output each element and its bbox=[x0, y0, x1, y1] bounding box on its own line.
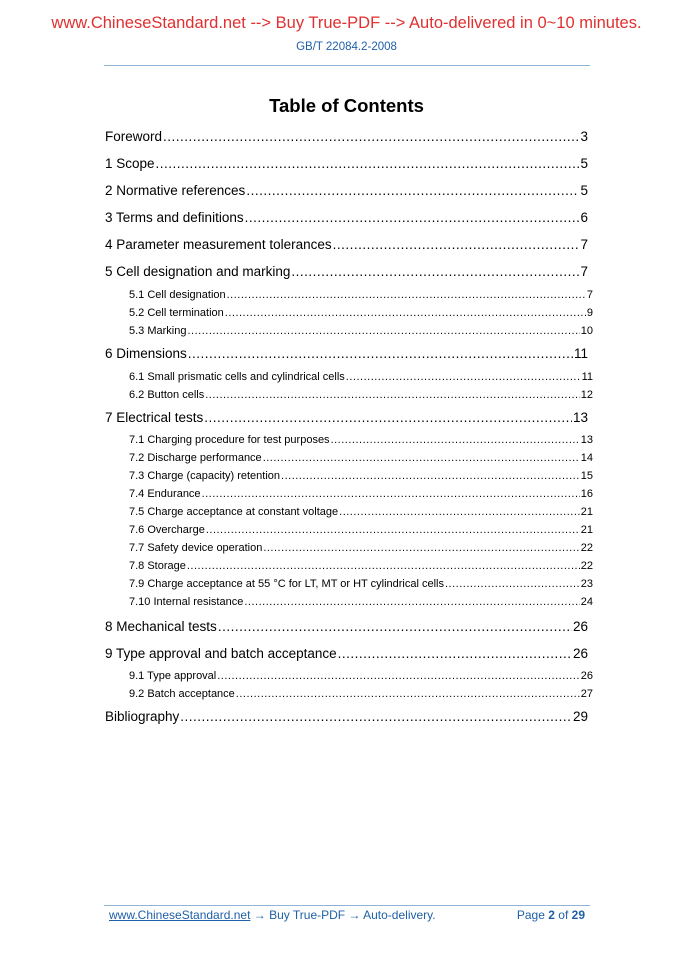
toc-entry-label: 7.1 Charging procedure for test purposes bbox=[129, 434, 330, 446]
toc-entry-type-approval-batch[interactable] bbox=[105, 646, 588, 661]
toc-dot-leader bbox=[244, 596, 579, 608]
toc-entry-page: 29 bbox=[572, 709, 588, 724]
toc-dot-leader bbox=[204, 410, 572, 425]
toc-entry-parameter-tolerances[interactable] bbox=[105, 237, 588, 252]
toc-dot-leader bbox=[202, 488, 580, 500]
toc-entry-label: 6 Dimensions bbox=[105, 346, 187, 361]
toc-entry-page: 21 bbox=[580, 524, 593, 536]
toc-entry-page: 23 bbox=[580, 578, 593, 590]
page-total: 29 bbox=[571, 908, 585, 922]
toc-entry-label: Foreword bbox=[105, 129, 163, 144]
toc-entry-page: 6 bbox=[580, 210, 588, 225]
toc-entry-page: 11 bbox=[581, 371, 593, 383]
toc-entry-label: 1 Scope bbox=[105, 156, 155, 171]
toc-entry-page: 11 bbox=[573, 346, 588, 361]
toc-entry-label: 5.2 Cell termination bbox=[129, 307, 224, 319]
toc-entry-9-1[interactable] bbox=[129, 670, 593, 682]
toc-entry-label: 7.10 Internal resistance bbox=[129, 596, 244, 608]
toc-dot-leader bbox=[333, 237, 580, 252]
toc-entry-page: 27 bbox=[580, 688, 593, 700]
toc-dot-leader bbox=[291, 264, 579, 279]
top-promo-banner[interactable]: www.ChineseStandard.net --> Buy True-PDF --> Auto-delivered in 0~10 minutes. bbox=[51, 14, 642, 32]
toc-entry-5-2[interactable] bbox=[129, 307, 593, 319]
toc-entry-page: 14 bbox=[580, 452, 593, 464]
toc-dot-leader bbox=[245, 210, 580, 225]
toc-dot-leader bbox=[339, 506, 580, 518]
toc-dot-leader bbox=[187, 560, 580, 572]
toc-entry-page: 7 bbox=[580, 264, 588, 279]
toc-entry-page: 21 bbox=[580, 506, 593, 518]
footer-promo: → Buy True-PDF → Auto-delivery. bbox=[253, 908, 436, 922]
page-footer bbox=[109, 908, 589, 922]
toc-entry-7-9[interactable] bbox=[129, 578, 593, 590]
toc-dot-leader bbox=[187, 325, 579, 337]
toc-entry-label: 4 Parameter measurement tolerances bbox=[105, 237, 332, 252]
toc-entry-page: 3 bbox=[580, 129, 588, 144]
toc-entry-label: 5.3 Marking bbox=[129, 325, 187, 337]
toc-entry-7-7[interactable] bbox=[129, 542, 593, 554]
toc-dot-leader bbox=[338, 646, 572, 661]
toc-entry-label: Bibliography bbox=[105, 709, 180, 724]
toc-entry-6-2[interactable] bbox=[129, 389, 593, 401]
toc-entry-page: 5 bbox=[580, 183, 588, 198]
toc-entry-7-8[interactable] bbox=[129, 560, 593, 572]
toc-entry-5-1[interactable] bbox=[129, 289, 593, 301]
toc-entry-page: 24 bbox=[580, 596, 593, 608]
header-divider bbox=[104, 65, 590, 66]
toc-dot-leader bbox=[205, 389, 580, 401]
toc-dot-leader bbox=[156, 156, 580, 171]
toc-entry-label: 9 Type approval and batch acceptance bbox=[105, 646, 337, 661]
toc-entry-label: 7.6 Overcharge bbox=[129, 524, 205, 536]
toc-entry-page: 9 bbox=[586, 307, 593, 319]
toc-entry-page: 12 bbox=[580, 389, 593, 401]
toc-dot-leader bbox=[218, 619, 572, 634]
toc-entry-electrical-tests[interactable] bbox=[105, 410, 588, 425]
toc-entry-cell-designation-marking[interactable] bbox=[105, 264, 588, 279]
toc-entry-label: 7 Electrical tests bbox=[105, 410, 204, 425]
toc-entry-page: 10 bbox=[580, 325, 593, 337]
toc-entry-label: 3 Terms and definitions bbox=[105, 210, 244, 225]
toc-entry-label: 9.1 Type approval bbox=[129, 670, 217, 682]
toc-entry-label: 5 Cell designation and marking bbox=[105, 264, 291, 279]
toc-entry-page: 26 bbox=[580, 670, 593, 682]
toc-entry-page: 7 bbox=[580, 237, 588, 252]
toc-entry-label: 7.3 Charge (capacity) retention bbox=[129, 470, 281, 482]
toc-dot-leader bbox=[331, 434, 580, 446]
toc-entry-page: 16 bbox=[580, 488, 593, 500]
toc-dot-leader bbox=[227, 289, 586, 301]
toc-entry-7-6[interactable] bbox=[129, 524, 593, 536]
toc-dot-leader bbox=[346, 371, 581, 383]
toc-entry-label: 7.2 Discharge performance bbox=[129, 452, 262, 464]
toc-entry-label: 5.1 Cell designation bbox=[129, 289, 226, 301]
page-word: Page bbox=[516, 908, 545, 922]
toc-entry-label: 7.7 Safety device operation bbox=[129, 542, 263, 554]
toc-entry-dimensions[interactable] bbox=[105, 346, 588, 361]
toc-entry-foreword[interactable] bbox=[105, 129, 588, 144]
of-word: of bbox=[558, 908, 569, 922]
toc-dot-leader bbox=[188, 346, 573, 361]
toc-entry-bibliography[interactable] bbox=[105, 709, 588, 724]
toc-entry-label: 8 Mechanical tests bbox=[105, 619, 217, 634]
toc-entry-6-1[interactable] bbox=[129, 371, 593, 383]
toc-dot-leader bbox=[263, 542, 579, 554]
toc-title: Table of Contents bbox=[269, 95, 424, 116]
toc-dot-leader bbox=[217, 670, 580, 682]
page-indicator bbox=[517, 908, 585, 922]
toc-entry-label: 7.4 Endurance bbox=[129, 488, 201, 500]
toc-entry-page: 22 bbox=[580, 542, 593, 554]
footer-divider bbox=[104, 905, 590, 906]
toc-entry-7-10[interactable] bbox=[129, 596, 593, 608]
toc-entry-normative-references[interactable] bbox=[105, 183, 588, 198]
toc-entry-mechanical-tests[interactable] bbox=[105, 619, 588, 634]
toc-dot-leader bbox=[246, 183, 579, 198]
toc-entry-page: 5 bbox=[580, 156, 588, 171]
toc-entry-page: 13 bbox=[580, 434, 593, 446]
toc-entry-page: 26 bbox=[572, 619, 588, 634]
footer-site-link[interactable]: www.ChineseStandard.net bbox=[109, 908, 251, 922]
toc-entry-7-3[interactable] bbox=[129, 470, 593, 482]
toc-entry-7-1[interactable] bbox=[129, 434, 593, 446]
toc-entry-label: 7.5 Charge acceptance at constant voltage bbox=[129, 506, 339, 518]
toc-entry-page: 7 bbox=[586, 289, 593, 301]
toc-entry-scope[interactable] bbox=[105, 156, 588, 171]
toc-dot-leader bbox=[206, 524, 580, 536]
toc-entry-7-4[interactable] bbox=[129, 488, 593, 500]
toc-entry-page: 22 bbox=[580, 560, 593, 572]
standard-code: GB/T 22084.2-2008 bbox=[296, 41, 397, 53]
toc-entry-terms-definitions[interactable] bbox=[105, 210, 588, 225]
toc-entry-label: 7.9 Charge acceptance at 55 °C for LT, MT or HT cylindrical cells bbox=[129, 578, 444, 590]
toc-dot-leader bbox=[263, 452, 580, 464]
toc-entry-page: 26 bbox=[572, 646, 588, 661]
toc-dot-leader bbox=[225, 307, 586, 319]
toc-entry-label: 2 Normative references bbox=[105, 183, 246, 198]
toc-entry-7-2[interactable] bbox=[129, 452, 593, 464]
toc-entry-5-3[interactable] bbox=[129, 325, 593, 337]
toc-entry-label: 6.1 Small prismatic cells and cylindrical cells bbox=[129, 371, 345, 383]
toc-dot-leader bbox=[163, 129, 579, 144]
toc-entry-7-5[interactable] bbox=[129, 506, 593, 518]
toc-entry-page: 15 bbox=[580, 470, 593, 482]
page-current: 2 bbox=[548, 908, 555, 922]
toc-entry-label: 9.2 Batch acceptance bbox=[129, 688, 235, 700]
toc-entry-label: 7.8 Storage bbox=[129, 560, 186, 572]
toc-entry-9-2[interactable] bbox=[129, 688, 593, 700]
toc-dot-leader bbox=[445, 578, 580, 590]
toc-dot-leader bbox=[236, 688, 580, 700]
toc-dot-leader bbox=[281, 470, 580, 482]
toc-entry-label: 6.2 Button cells bbox=[129, 389, 205, 401]
toc-entry-page: 13 bbox=[572, 410, 588, 425]
toc-dot-leader bbox=[180, 709, 572, 724]
